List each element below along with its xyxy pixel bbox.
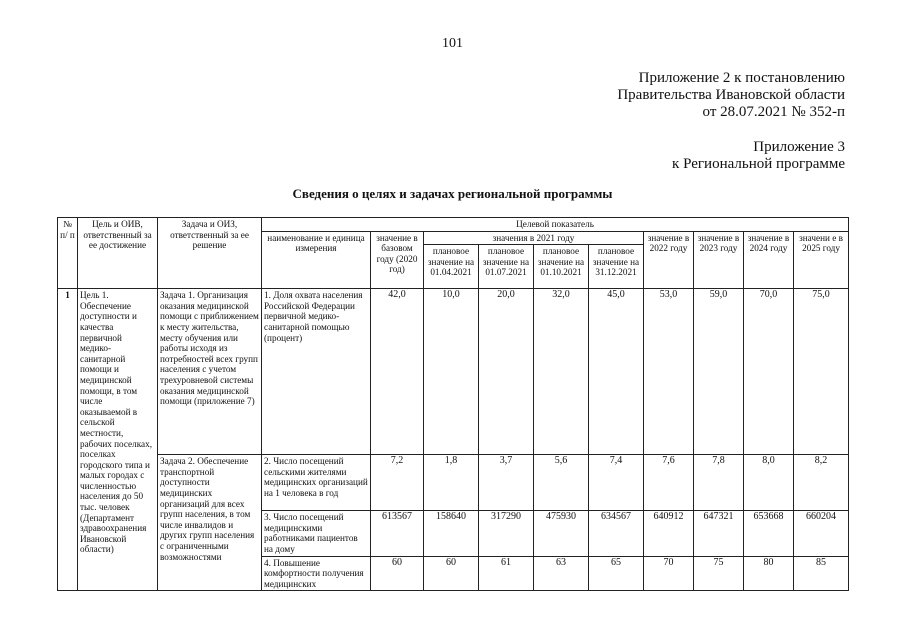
value-cell: 59,0 bbox=[694, 289, 744, 455]
value-cell: 653668 bbox=[744, 511, 794, 556]
page-number: 101 bbox=[442, 36, 463, 51]
value-cell: 32,0 bbox=[534, 289, 589, 455]
table-row bbox=[58, 455, 849, 511]
value-cell: 317290 bbox=[479, 511, 534, 556]
table-row bbox=[58, 289, 849, 455]
header-q1: плановое значение на 01.04.2021 bbox=[424, 245, 479, 289]
value-cell: 61 bbox=[479, 556, 534, 591]
header-no: № п/ п bbox=[58, 218, 78, 289]
indicator-name: 3. Число посещений медицинскими работниками пациентов на дому bbox=[262, 511, 371, 556]
value-cell: 53,0 bbox=[644, 289, 694, 455]
value-cell: 640912 bbox=[644, 511, 694, 556]
value-cell: 42,0 bbox=[371, 289, 424, 455]
header-task: Задача и ОИЗ, ответственный за ее решение bbox=[158, 218, 262, 289]
header-2023: значение в 2023 году bbox=[694, 231, 744, 289]
value-cell: 60 bbox=[424, 556, 479, 591]
value-cell: 475930 bbox=[534, 511, 589, 556]
task-cell: Задача 2. Обеспечение транспортной доступности медицинских организаций для всех групп населения, в том числе инвалидов и других групп населения с ограниченными возможностями bbox=[158, 455, 262, 591]
value-cell: 85 bbox=[794, 556, 849, 591]
indicator-name: 1. Доля охвата населения Российской Федерации первичной медико-санитарной помощью (процент) bbox=[262, 289, 371, 455]
program-appendix-header bbox=[672, 139, 845, 173]
appendix-header-line: Приложение 2 к постановлению bbox=[638, 70, 845, 86]
header-2022: значение в 2022 году bbox=[644, 231, 694, 289]
value-cell: 5,6 bbox=[534, 455, 589, 511]
appendix-header-line: Правительства Ивановской области bbox=[617, 87, 845, 103]
value-cell: 75,0 bbox=[794, 289, 849, 455]
appendix-header-line: Приложение 3 bbox=[753, 139, 845, 155]
value-cell: 70 bbox=[644, 556, 694, 591]
header-2024: значение в 2024 году bbox=[744, 231, 794, 289]
value-cell: 8,2 bbox=[794, 455, 849, 511]
header-2021: значения в 2021 году bbox=[424, 231, 644, 245]
header-name: наименование и единица измерения bbox=[262, 231, 371, 289]
header-base: значение в базовом году (2020 год) bbox=[371, 231, 424, 289]
appendix-header bbox=[617, 70, 845, 121]
value-cell: 10,0 bbox=[424, 289, 479, 455]
value-cell: 45,0 bbox=[589, 289, 644, 455]
value-cell: 60 bbox=[371, 556, 424, 591]
value-cell: 634567 bbox=[589, 511, 644, 556]
value-cell: 158640 bbox=[424, 511, 479, 556]
value-cell: 3,7 bbox=[479, 455, 534, 511]
goals-table bbox=[57, 217, 849, 591]
indicator-name: 4. Повышение комфортности получения медицинских bbox=[262, 556, 371, 591]
value-cell: 1,8 bbox=[424, 455, 479, 511]
value-cell: 7,2 bbox=[371, 455, 424, 511]
value-cell: 7,8 bbox=[694, 455, 744, 511]
value-cell: 20,0 bbox=[479, 289, 534, 455]
value-cell: 65 bbox=[589, 556, 644, 591]
row-number: 1 bbox=[58, 289, 78, 591]
indicator-name: 2. Число посещений сельскими жителями медицинских организаций на 1 человека в год bbox=[262, 455, 371, 511]
header-q3: плановое значение на 01.10.2021 bbox=[534, 245, 589, 289]
header-goal: Цель и ОИВ, ответственный за ее достижение bbox=[78, 218, 158, 289]
task-cell: Задача 1. Организация оказания медицинской помощи с приближением к месту жительства, месту обучения или работы исходя из потребностей всех групп населения с учетом трехуровневой системы оказания медицинской помощи (приложение 7) bbox=[158, 289, 262, 455]
appendix-header-line: от 28.07.2021 № 352-п bbox=[702, 104, 845, 120]
header-row bbox=[58, 218, 849, 232]
value-cell: 8,0 bbox=[744, 455, 794, 511]
header-q4: плановое значение на 31.12.2021 bbox=[589, 245, 644, 289]
appendix-header-line: к Региональной программе bbox=[672, 156, 845, 172]
value-cell: 647321 bbox=[694, 511, 744, 556]
value-cell: 7,4 bbox=[589, 455, 644, 511]
value-cell: 7,6 bbox=[644, 455, 694, 511]
header-target-indicator: Целевой показатель bbox=[262, 218, 849, 232]
header-q2: плановое значение на 01.07.2021 bbox=[479, 245, 534, 289]
value-cell: 660204 bbox=[794, 511, 849, 556]
value-cell: 613567 bbox=[371, 511, 424, 556]
goal-cell: Цель 1. Обеспечение доступности и качества первичной медико-санитарной помощи и медицинской помощи, в том числе оказываемой в сельской местности, рабочих поселках, поселках городского типа и малых городах с численностью населения до 50 тыс. человек (Департамент здравоохранения Ивановской области) bbox=[78, 289, 158, 591]
value-cell: 70,0 bbox=[744, 289, 794, 455]
header-2025: значени е в 2025 году bbox=[794, 231, 849, 289]
value-cell: 63 bbox=[534, 556, 589, 591]
value-cell: 80 bbox=[744, 556, 794, 591]
value-cell: 75 bbox=[694, 556, 744, 591]
document-title: Сведения о целях и задачах региональной программы bbox=[292, 186, 613, 201]
